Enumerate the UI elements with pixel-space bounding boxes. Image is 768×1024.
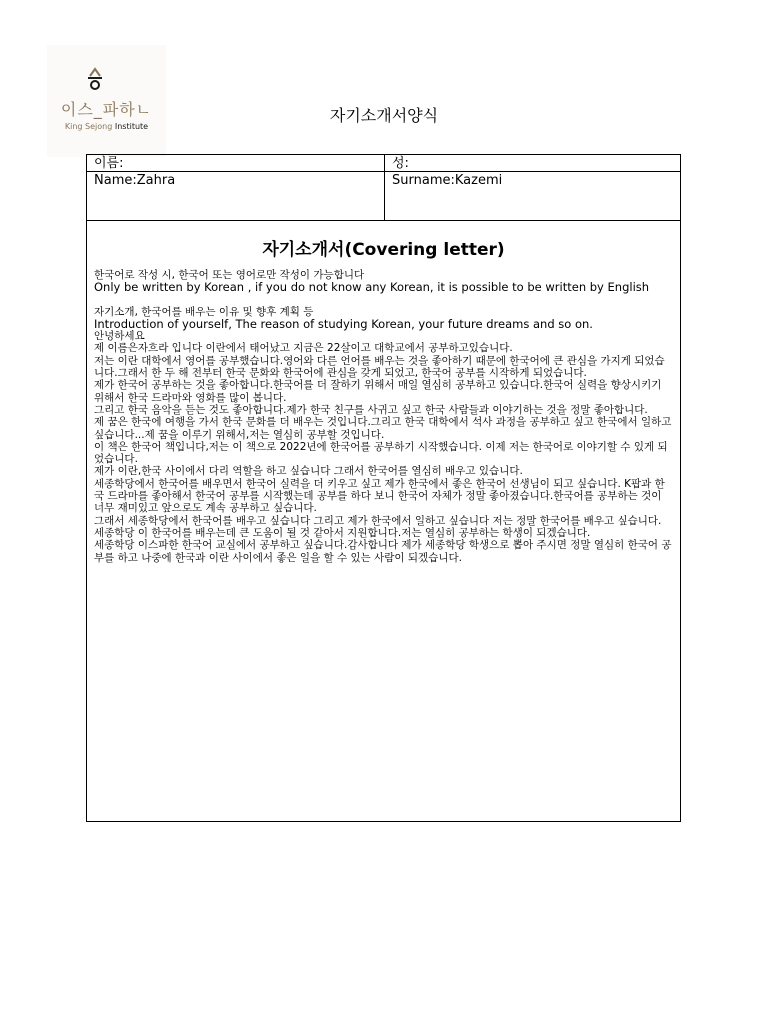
guide-english: Introduction of yourself, The reason of studying Korean, your future dreams and so on. — [94, 316, 593, 331]
body-paragraph: 제가 한국어 공부하는 것을 좋아합니다.한국어를 더 잘하기 위해서 매일 열심히 공부하고 있습니다.한국어 실력을 향상시키기 위해서 한국 드라마와 영화를 많이 봅니다. — [94, 379, 662, 404]
body-paragraph: 저는 이란 대학에서 영어를 공부했습니다.영어와 다른 언어를 배우는 것을 좋아하기 때문에 한국어에 큰 관심을 가지게 되었습니다.그래서 한 두 해 전부터 한국 문화와 한국어에 관심을 갖게 되었고, 한국어 공부를 시작하게 되었습니다. — [94, 354, 665, 380]
document-title: 자기소개서양식 — [329, 106, 439, 125]
instruction-english: Only be written by Korean , if you do not know any Korean, it is possible to be written by English — [94, 280, 650, 295]
given-name-value: Name:Zahra — [94, 173, 176, 188]
logo — [47, 45, 166, 157]
greeting: 안녕하세요 — [94, 330, 145, 343]
body-paragraph: 그래서 세종학당에서 한국어를 배우고 싶습니다 그리고 제가 한국에서 일하고 싶습니다 저는 정말 한국어를 배우고 싶습니다. — [94, 514, 662, 527]
given-name-header: 이름: — [94, 156, 124, 171]
body-paragraph: 제가 이란,한국 사이에서 다리 역할을 하고 싶습니다 그래서 한국어를 열심히 배우고 있습니다. — [94, 465, 523, 478]
spacer — [94, 294, 674, 306]
logo-caption-institute: Institute — [114, 122, 149, 131]
body-paragraph: 그리고 한국 음악을 듣는 것도 좋아합니다.제가 한국 친구를 사귀고 싶고 한국 사람들과 이야기하는 것을 정말 좋아합니다. — [94, 403, 648, 416]
form-frame — [86, 154, 681, 822]
logo-korean-text: 이스_파하ㄴ — [60, 100, 153, 119]
surname-header: 성: — [392, 156, 409, 171]
body-paragraph: 세종학당에서 한국어를 배우면서 한국어 실력을 더 키우고 싶고 제가 한국에서 좋은 한국어 선생님이 되고 싶습니다. K팝과 한국 드라마를 좋아해서 한국어 공부를 시작했는데 공부를 하다 보니 한국어 자체가 정말 좋아졌습니다.한국어를 공부하는 것이 너무 재미있고 앞으로도 계속 공부하고 싶습니다. — [94, 477, 665, 515]
header-row-divider — [87, 171, 680, 172]
name-section-divider — [87, 220, 680, 221]
body-paragraph: 세종학당 이 한국어를 배우는데 큰 도움이 될 것 같아서 지원합니다.저는 열심히 공부하는 학생이 되겠습니다. — [94, 526, 591, 539]
logo-caption-king-sejong: King Sejong — [64, 122, 113, 131]
letter-title: 자기소개서(Covering letter) — [262, 240, 505, 260]
instruction-korean: 한국어로 작성 시, 한국어 또는 영어로만 작성이 가능합니다 — [94, 269, 365, 281]
surname-value: Surname:Kazemi — [392, 173, 503, 188]
body-paragraph: 이 책은 한국어 책입니다,저는 이 책으로 2022년에 한국어를 공부하기 시작했습니다. 이제 저는 한국어로 이야기할 수 있게 되었습니다. — [94, 440, 668, 466]
guide-korean: 자기소개, 한국어를 배우는 이유 및 향후 계획 등 — [94, 305, 314, 318]
column-divider — [384, 155, 385, 220]
body-paragraph: 세종학당 이스파한 한국어 교실에서 공부하고 싶습니다.감사합니다 제가 세종학당 학생으로 뽑아 주시면 정말 열심히 한국어 공부를 하고 나중에 한국과 이란 사이에서 좋은 일을 할 수 있는 사람이 되겠습니다. — [94, 539, 672, 564]
body-paragraph: 제 이름은자흐라 입니다 이란에서 태어났고 지금은 22살이고 대학교에서 공부하고있습니다. — [94, 342, 513, 355]
letter-body — [94, 269, 674, 564]
body-paragraph: 제 꿈은 한국에 여행을 가서 한국 문화를 더 배우는 것입니다.그리고 한국 대학에서 석사 과정을 공부하고 싶고 한국에서 일하고 싶습니다...제 꿈을 이루기 위해서,저는 열심히 공부할 것입니다. — [94, 416, 672, 441]
